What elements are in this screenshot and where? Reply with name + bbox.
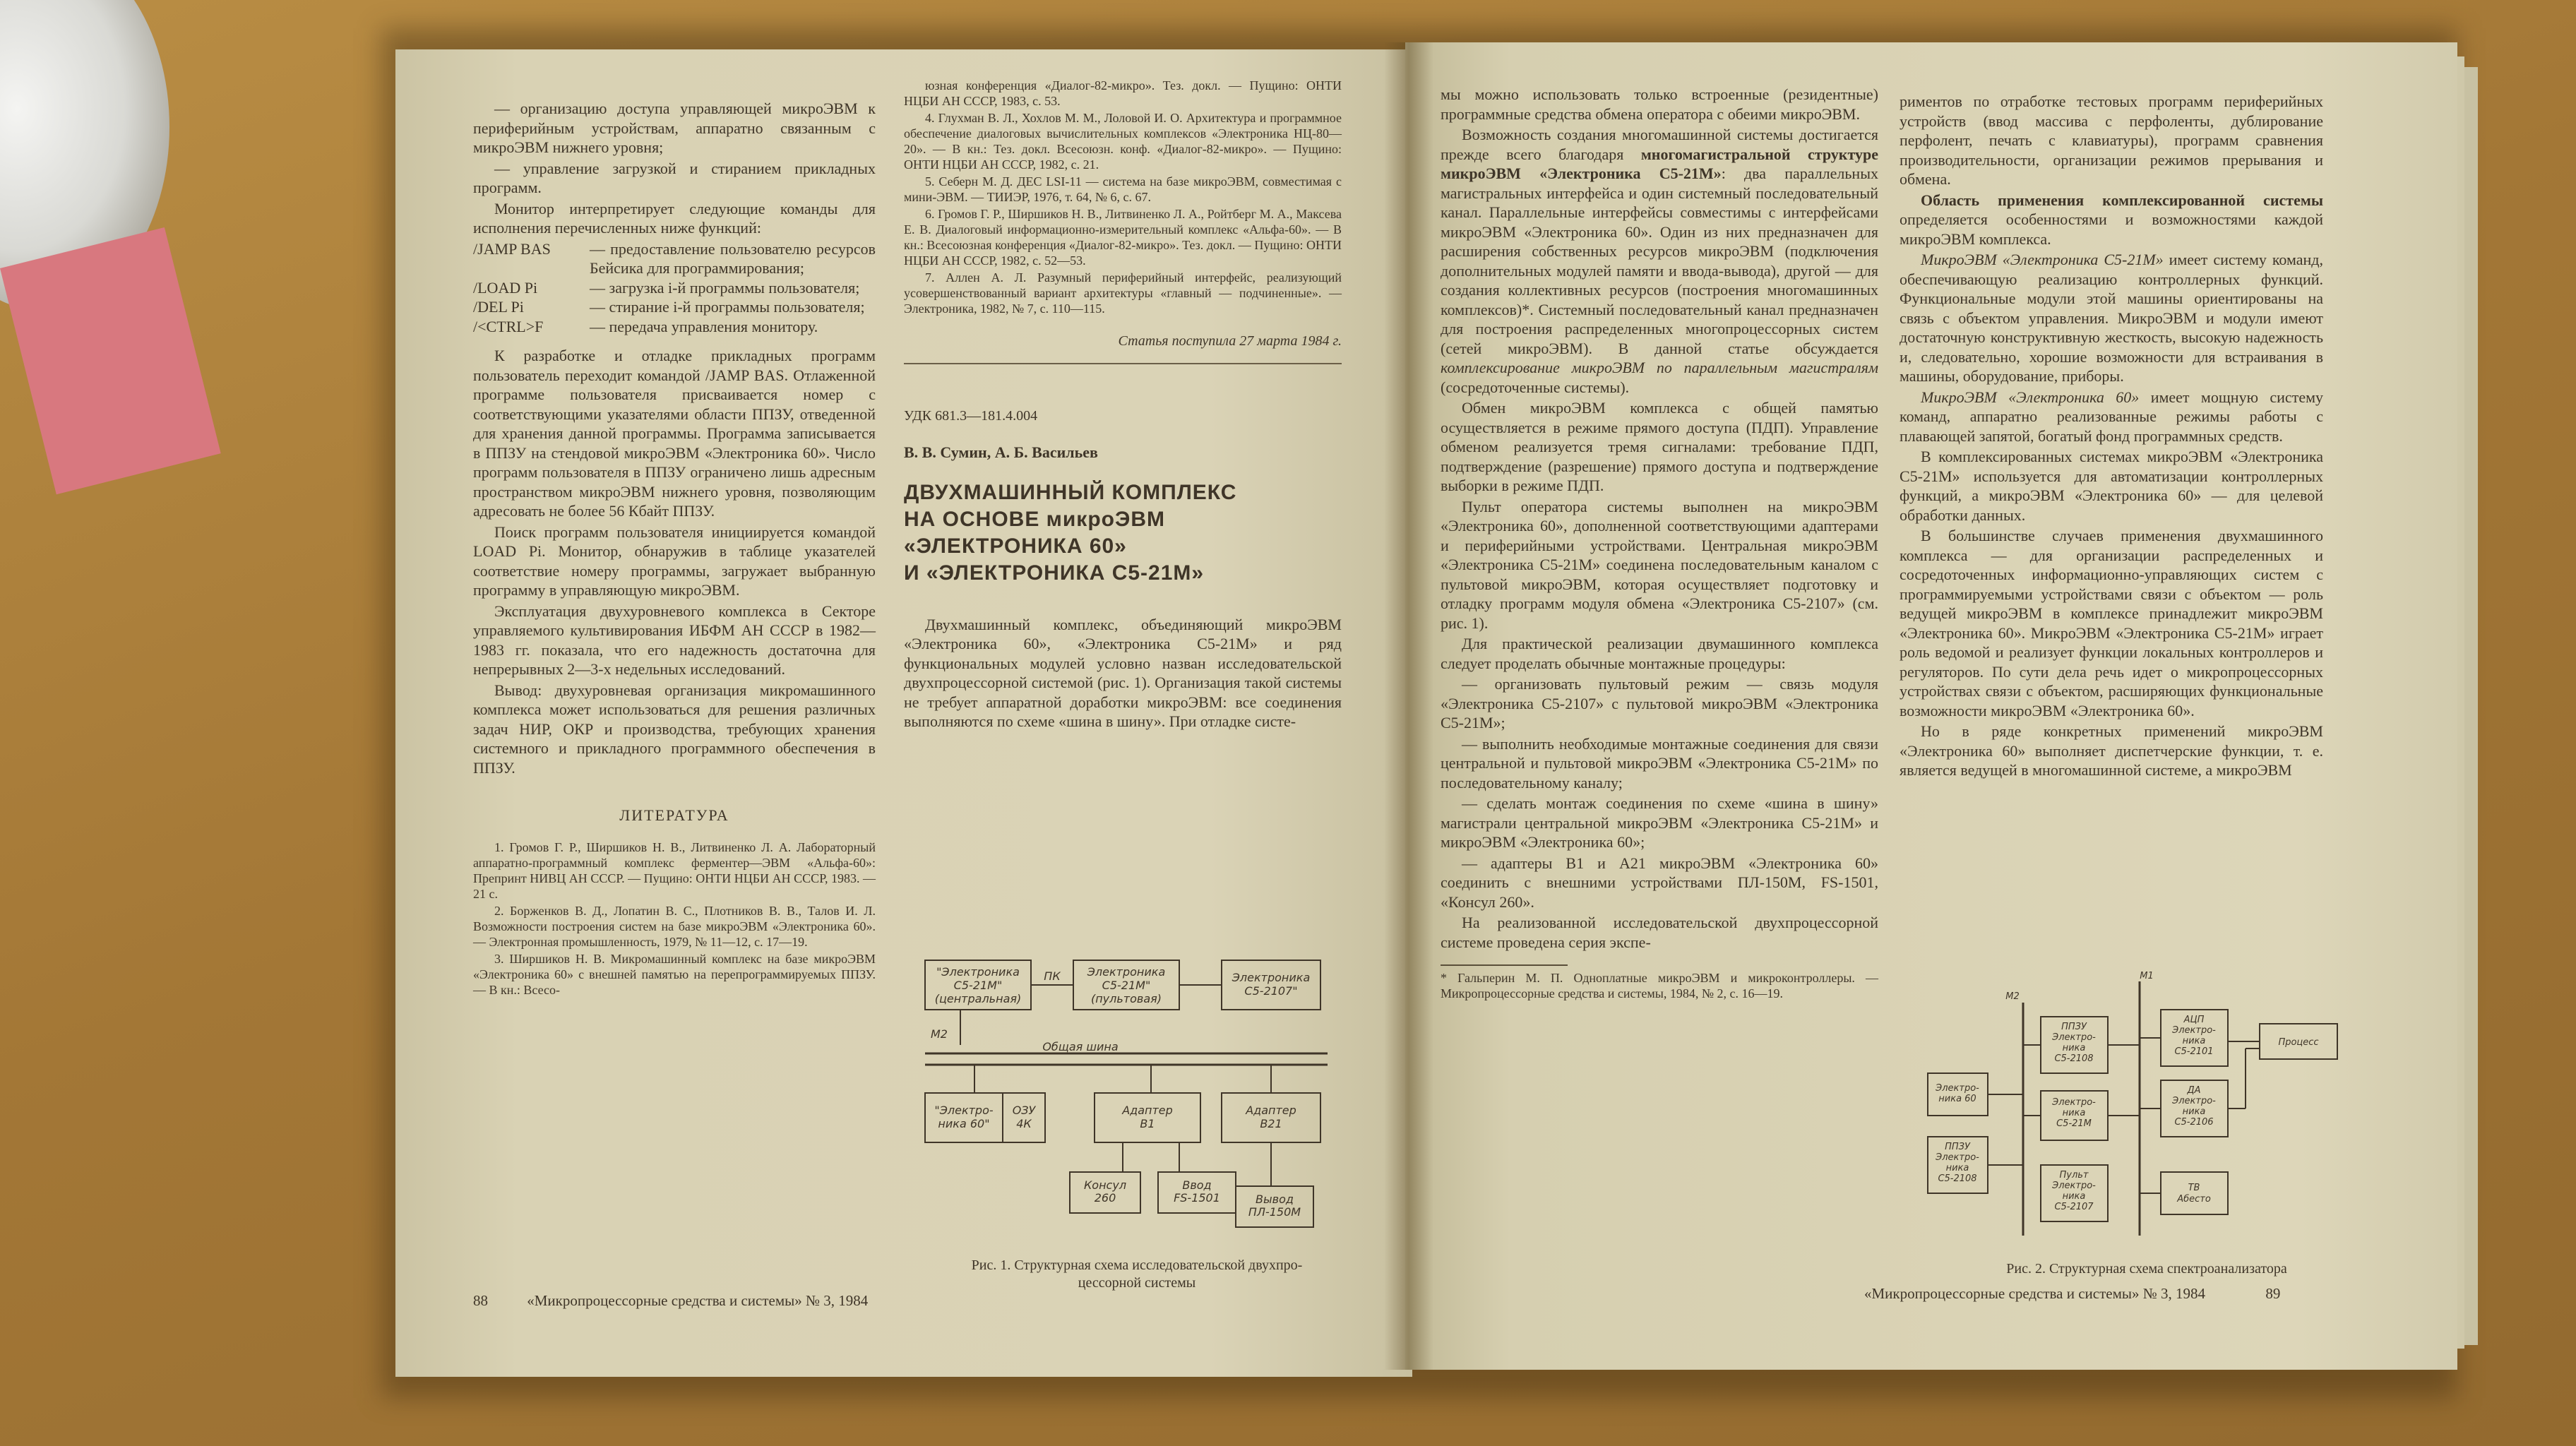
paragraph: Для практической реализации двумашинного комплекса следует проделать обычные монтажные процедуры: [1441,635,1878,672]
paragraph: мы можно использовать только встроенные (резидентные) программные средства обмена оператора с обеими микроЭВМ. [1441,85,1878,123]
label-line: В1 [1140,1117,1155,1130]
label-line: С5-2101 [2174,1046,2214,1057]
label-line: ППЗУ [2061,1022,2087,1032]
article-authors: В. В. Сумин, А. Б. Васильев [904,443,1098,461]
title-line: И «ЭЛЕКТРОНИКА С5-21М» [904,561,1205,585]
paragraph-area [1900,191,2323,249]
paragraph: В большинстве случаев применения двухмашинного комплекса — для организации распределенных и сосредоточенных информационно-управляющих систем с программируемыми устройствами связи с объектом — роль ведущей микроЭВМ в комплексе принадлежит микроЭВМ «Электроника 60». МикроЭВМ «Электроника С5-21М» играет роль ведомой и реализует функции локальных контроллеров и регуляторов. По сути дела речь идет о микропроцессорных устройствах связи с объектом, расширяющих функциональные возможности микроЭВМ «Электроника 60». [1900,527,2323,719]
paragraph: Пульт оператора системы выполнен на микроЭВМ «Электроника 60», дополненной соответствующими адаптерами и периферийными устройствами. Центральная микроЭВМ «Электроника С5-21М» соединена последовательным каналом с пультовой микроЭВМ, которая осуществляет подготовку и отладку программ модуля обмена «Электроника С5-2107» (см. рис. 1). [1441,497,1878,632]
central-label [935,965,1022,1005]
title-line: «ЭЛЕКТРОНИКА 60» [904,534,1127,558]
paragraph-structure [1441,125,1878,397]
bold-text: Область применения комплексированной системы [1921,191,2323,209]
ozu-label [1013,1104,1037,1130]
label-line: Абесто [2177,1194,2211,1205]
konsul-label [1084,1178,1126,1205]
title-line: ДВУХМАШИННЫЙ КОМПЛЕКС [904,480,1237,504]
label-line: ника [2182,1106,2206,1117]
label-line: ника [2062,1191,2086,1202]
label-line: Электроника [1087,965,1166,979]
reference-item: 3. Ширшиков Н. В. Микромашинный комплекс на базе микроЭВМ «Электроника 60» с внешней памятью на перепрограммируемых ППЗУ. — В кн.: Всесо- [473,951,876,997]
label-line: С5-2106 [2174,1117,2214,1128]
figure-2-caption: Рис. 2. Структурная схема спектроанализатора [2006,1261,2287,1277]
reference-item: 6. Громов Г. Р., Ширшиков Н. В., Литвиненко Л. А., Ройтберг М. А., Максева Е. В. Диалоговый информационно-измерительный комплекс «Альфа-60». — В кн.: Всесоюзная конференция «Диалог-82-микро». Тез. докл. — Пущино: ОНТИ НЦБИ АН СССР, 1982, с. 52—53. [904,207,1342,268]
journal-name: «Микропроцессорные средства и системы» № 3, 1984 [1864,1285,2206,1302]
literature-title: ЛИТЕРАТУРА [619,806,729,824]
list-item: — организовать пультовый режим — связь модуля «Электроника С5-2107» с пультовой микроЭВМ «Электроника С5-21М»; [1441,675,1878,731]
list-item: — сделать монтаж соединения по схеме «шина в шину» магистрали центральной микроЭВМ «Электроника С5-21М» и микроЭВМ «Электроника 60»; [1441,794,1878,851]
label-line: FS-1501 [1174,1191,1220,1205]
label-line: С5-21М" [1102,979,1151,992]
label-line: "Электро- [934,1104,994,1117]
label-line: В21 [1260,1117,1282,1130]
left-column-1 [473,99,876,999]
left-paragraphs [473,346,876,777]
paragraph: риментов по отработке тестовых программ периферийных устройств (ввод массива с перфоленты, дублирование перфолент, печать с клавиатуры), программ сравнения производительности, организации режимов прерывания и обмена. [1900,92,2323,188]
page-number: 89 [2265,1285,2281,1302]
italic-text: МикроЭВМ «Электроника С5-21М» [1921,251,2164,268]
bold-text: многомагистральной структуре микроЭВМ «Электроника С5-21М» [1441,145,1878,182]
list-top [473,99,876,198]
divider [904,363,1342,364]
label-line: Электро- [2052,1032,2096,1043]
label-line: Адаптер [1122,1104,1173,1117]
reference-item: 5. Себерн М. Д. ДЕС LSI-11 — система на базе микроЭВМ, совместимая с мини-ЭВМ. — ТИИЭР, 1976, т. 64, № 6, с. 67. [904,174,1342,204]
text: определяется особенностями и возможностями каждой микроЭВМ комплекса. [1900,210,2323,248]
footnote: * Гальперин М. П. Однoплатные микроЭВМ и микроконтроллеры. — Микропроцессорные средства и системы, 1984, № 2, с. 16—19. [1441,971,1878,1000]
reference-item: юзная конференция «Диалог-82-микро». Тез. докл. — Пущино: ОНТИ НЦБИ АН СССР, 1983, с. 53. [904,78,1342,108]
reference-item: 7. Аллен А. Л. Разумный периферийный интерфейс, реализующий усовершенствованный вариант архитектуры «главный — подчиненные». — Электроника, 1982, № 7, с. 110—115. [904,270,1342,316]
label-line: ника [2062,1043,2086,1053]
command-desc: — стирание i-й программы пользователя; [590,298,865,316]
command-desc: — передача управления монитору. [590,317,818,335]
right-paragraphs [1441,398,1878,673]
vvod-label [1174,1178,1220,1205]
paragraph: К разработке и отладке прикладных программ пользователь переходит командой /JAMP BAS. Отлаженной программе пользователя присваивается номер с соответствующими указателями области ППЗУ, отведенной для хранения данной программы. Программа записывается в ППЗУ на стендовой микроЭВМ «Электроника 60». Число программ пользователя в ППЗУ ограничено лишь адресным пространством микроЭВМ нижнего уровня, позволяющим адресовать не более 56 Кбайт ППЗУ. [473,347,876,520]
caption-line: цессорной системы [1078,1275,1196,1291]
left-footer [473,1292,1320,1310]
figure-1-caption [918,1257,1356,1292]
label-line: С5-2108 [2054,1053,2094,1064]
remote-label [1087,965,1166,1005]
label-line: "Электроника [936,965,1020,979]
label-line: ПЛ-150М [1248,1205,1301,1219]
da-label [2171,1085,2216,1128]
label-line: Электроника [1232,971,1311,984]
label-line: ТВ [2188,1183,2200,1193]
e60-label [1935,1083,1979,1104]
label-line: С5-2108 [1938,1173,1977,1184]
command-row [473,317,876,337]
procedure-list [1441,674,1878,912]
label-line: С5-21М [2056,1118,2092,1129]
paragraph: Но в ряде конкретных применений микроЭВМ «Электроника 60» выполняет диспетчерские функции, т. е. является ведущей в многомашинной системе, а микроЭВМ [1900,722,2323,779]
command-row [473,239,876,278]
label-pk: ПК [1044,969,1061,983]
references-list-cont [904,78,1342,316]
label-line: С5-21М" [953,979,1003,992]
command-desc: — предоставление пользователю ресурсов Бейсика для программирования; [590,239,876,277]
box-process-label: Процесс [2278,1037,2319,1048]
right-footer [1864,1285,2359,1303]
label-line: Электро- [2172,1096,2216,1106]
e21m-label [2051,1097,2096,1129]
c5-2107-label [1232,971,1311,998]
paragraph: На реализованной исследовательской двухпроцессорной системе проведена серия экспе- [1441,914,1878,951]
commands-table [473,239,876,337]
paragraph: Эксплуатация двухуровневого комплекса в Секторе управляемого культивирования ИБФМ АН СССР в 1982—1983 гг. показала, что его надежность достаточна для непрерывных 2—3-х недельных исследований. [473,602,876,678]
udk-code: УДК 681.3—181.4.004 [904,407,1038,424]
article-title [904,479,1342,587]
label-line: Электро- [2172,1025,2216,1036]
acp-label [2171,1015,2216,1057]
journal-name: «Микропроцессорные средства и системы» № 3, 1984 [527,1292,869,1309]
command-desc: — загрузка i-й программы пользователя; [590,278,860,297]
ppzu-label [1935,1142,1979,1184]
page-number: 88 [473,1292,488,1309]
adapter-b21-label [1245,1104,1296,1130]
text: Возможность создания многомашинной системы достигается прежде всего благодаря [1441,126,1878,163]
right-column-1 [1441,85,1878,1001]
paragraph: Вывод: двухуровневая организация микромашинного комплекса может использоваться для решения различных задач НИР, ОКР и производства, требующих хранения системного и прикладного программного обеспечения в ППЗУ. [473,681,876,777]
figure-1-diagram [918,932,1342,1243]
label-line: ника [2062,1108,2086,1118]
right-page [1405,42,2457,1370]
received-date: Статья поступила 27 марта 1984 г. [1118,333,1342,349]
label-line: Электро- [1936,1152,1979,1163]
figure-2-diagram [1914,967,2380,1250]
paragraph-c521m [1900,250,2323,386]
label-line: ППЗУ [1945,1142,1970,1152]
text: (сосредоточенные системы). [1441,378,1630,396]
label-line: Электро- [1936,1083,1979,1094]
right-paragraphs-2 [1900,447,2323,780]
footnote-rule [1441,964,1568,966]
label-line: Ввод [1182,1178,1212,1192]
reference-item: 2. Борженков В. Д., Лопатин В. С., Плотников В. В., Талов И. Л. Возможности построения систем на базе микроЭВМ «Электроника 60». — Электронная промышленность, 1979, № 11—12, с. 17—19. [473,903,876,949]
left-column-2 [904,78,1342,733]
label-line: Вывод [1256,1193,1294,1206]
list-item: — адаптеры В1 и А21 микроЭВМ «Электроника 60» соединить с внешними устройствами ПЛ-150М, FS-1501, «Консул 260». [1441,854,1878,911]
command-name: /<CTRL>F [473,317,544,335]
command-name: /JAMP BAS [473,239,551,258]
italic-text: МикроЭВМ «Электроника 60» [1921,388,2140,406]
command-row [473,278,876,298]
references-list [473,839,876,998]
left-page [395,49,1412,1377]
label-line: С5-2107 [2054,1202,2094,1212]
reference-item: 4. Глухман В. Л., Хохлов М. М., Лоловой И. О. Архитектура и программное обеспечение диалоговых вычислительных комплексов «Электроника НЦ-80—20». — В кн.: Тез. докл. Всесоюзн. конф. «Диалог-82-микро». — Пущино: ОНТИ НЦБИ АН СССР, 1982, с. 21. [904,111,1342,172]
monitor-intro: Монитор интерпретирует следующие команды для исполнения перечисленных ниже функций: [473,199,876,237]
label-line: С5-2107" [1244,984,1298,998]
label-line: ника 60 [1938,1094,1976,1104]
box-tv [2161,1172,2228,1214]
paragraph: Поиск программ пользователя инициируется командой LOAD Pi. Монитор, обнаружив в таблице указателей соответствие номеру программы, загружает выбранную программу в управляющую микроЭВМ. [473,522,876,599]
label-line: (пультовая) [1090,992,1162,1005]
pult-label [2051,1170,2096,1212]
label-line: АЦП [2183,1015,2205,1025]
label-line: 4К [1016,1117,1032,1130]
vyvod-label [1248,1193,1301,1219]
label-line: ника [2182,1036,2206,1046]
reference-item: 1. Громов Г. Р., Ширшиков Н. В., Литвиненко Л. А. Лабораторный аппаратно-программный комплекс ферментер—ЭВМ «Альфа-60»: Препринт НИВЦ АН СССР. — Пущино: ОНТИ НЦБИ АН СССР, 1983. — 21 с. [473,839,876,901]
adapter-b1-label [1121,1104,1173,1130]
command-name: /LOAD Pi [473,278,538,297]
label-m2: М2 [931,1027,948,1041]
label-line: (центральная) [934,992,1022,1005]
label-line: Адаптер [1246,1104,1296,1117]
paragraph-e60 [1900,388,2323,446]
bus-label: Общая шина [1042,1040,1119,1053]
label-line: ДА [2187,1085,2201,1096]
list-item: — организацию доступа управляющей микроЭВМ к периферийным устройствам, аппаратно связанным с микроЭВМ нижнего уровня; [473,100,876,156]
paragraph: Обмен микроЭВМ комплекса с общей памятью осуществляется в режиме прямого доступа (ПДП). Управление обменом реализуется тремя сигналами: требование ПДП, подтверждение (разрешение) прямого доступа и подтверждение выборки в режиме ПДП. [1441,399,1878,494]
command-row [473,297,876,317]
caption-line: Рис. 1. Структурная схема исследовательской двухпро- [971,1257,1303,1273]
command-name: /DEL Pi [473,298,524,316]
label-line: ОЗУ [1012,1104,1036,1117]
label-line: ника [1945,1163,1969,1173]
label-m2: М2 [2005,991,2020,1002]
text: имеет мощную систему команд, аппаратно реализованные режимы работы с плавающей запятой, богатый фонд программных средств. [1900,388,2324,445]
page-gutter [1384,42,1433,1370]
e60-label [934,1104,994,1130]
list-item: — управление загрузкой и стиранием прикладных программ. [473,159,876,196]
ppzu-label [2051,1022,2096,1064]
label-line: Электро- [2052,1181,2096,1191]
text: : два параллельных магистральных интерфейса и один системный последовательный канал. Параллельные интерфейсы совместимы с интерфейсами микроЭВМ «Электроника 60». Один из них предназначен для расширения собственных ресурсов микроЭВМ (подключения дополнительных модулей памяти и ввода-вывода), другой — для создания коллективных ресурсов (построения многомашинных комплексов)*. Системный последовательный канал предназначен для построения распределенных многопроцессорных систем (сетей микроЭВМ). В данной статье обсуждается [1441,165,1878,357]
label-line: Пульт [2059,1170,2089,1181]
intro-paragraph: Двухмашинный комплекс, объединяющий микроЭВМ «Электроника 60», «Электроника С5-21М» и ряд функциональных модулей условно назван исследовательской двухпроцессорной системой (рис. 1). Организация такой системы не требует аппаратной доработки микроЭВМ: все соединения выполняются по схеме «шина в шину». При отладке систе- [904,615,1342,730]
tv-label [2176,1183,2211,1205]
paragraph: В комплексированных системах микроЭВМ «Электроника С5-21М» используется для автоматизации контроллерных функций, а микроЭВМ «Электроника 60» — для целевой обработки данных. [1900,448,2323,524]
label-line: Консул [1083,1178,1127,1192]
label-line: Электро- [2052,1097,2096,1108]
right-column-2 [1900,92,2323,782]
title-line: НА ОСНОВЕ микроЭВМ [904,507,1165,531]
italic-text: комплексирование микроЭВМ по параллельным магистралям [1441,359,1878,376]
label-line: 260 [1094,1191,1116,1205]
label-m1: М1 [2140,971,2154,981]
list-item: — выполнить необходимые монтажные соединения для связи центральной и пультовой микроЭВМ «Электроника С5-21М» по последовательному каналу; [1441,734,1878,791]
text: имеет систему команд, обеспечивающую реализацию контроллерных функций. Функциональные модули этой машины ориентированы на связь с объектом управления. МикроЭВМ и модули имеют достаточную конструктивную жесткость, высокую надежность и, следовательно, хорошие возможности для встраивания в машины, оборудование, приборы. [1900,251,2323,385]
label-line: ника 60" [938,1117,990,1130]
